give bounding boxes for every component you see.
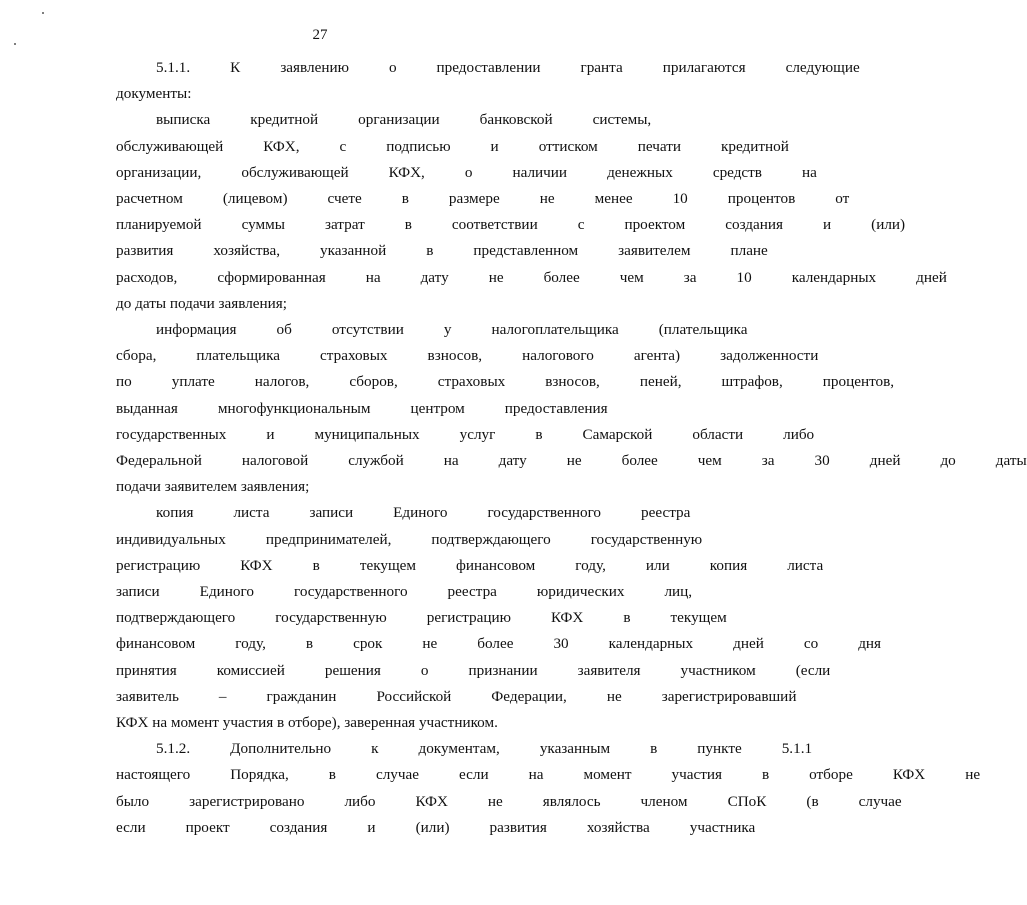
word: в (535, 425, 543, 443)
text-line (76, 212, 906, 238)
word: денежных (607, 163, 673, 181)
word: на (801, 163, 817, 181)
word: на (365, 268, 381, 286)
word: (если (795, 661, 831, 679)
word: кредитной (721, 137, 789, 155)
word: юридических (536, 583, 625, 601)
word: за (683, 268, 697, 286)
text-line (76, 160, 817, 186)
text-line (76, 684, 797, 710)
text-line (76, 396, 608, 422)
word: момент (583, 766, 632, 784)
word: заявителя (577, 661, 641, 679)
word: счете (327, 190, 362, 208)
word: более (477, 635, 514, 653)
word: календарных (608, 635, 694, 653)
word: копия (156, 504, 194, 522)
word: Единого (393, 504, 448, 522)
word: дней (916, 268, 947, 286)
word: средств (712, 163, 762, 181)
text-line: документы: (116, 85, 192, 103)
word: налогового (522, 347, 594, 365)
scan-speck (42, 12, 44, 14)
text-line (76, 186, 850, 212)
word: СПоК (727, 792, 767, 810)
word: у (443, 321, 452, 339)
text-line (76, 317, 748, 343)
word: уплате (171, 373, 215, 391)
word: развития (489, 818, 547, 836)
text-line (76, 789, 902, 815)
word: регистрацию (426, 609, 511, 627)
word: реестра (447, 583, 497, 601)
text-line (76, 631, 882, 657)
word: по (116, 373, 132, 391)
word: муниципальных (314, 425, 420, 443)
word: или (645, 556, 670, 574)
word: дней (733, 635, 764, 653)
word: даты (995, 452, 1027, 470)
word: (или) (871, 216, 906, 234)
word: планируемой (116, 216, 202, 234)
text-line (76, 422, 815, 448)
word: предоставлении (436, 59, 541, 76)
word: не (539, 190, 555, 208)
word: чем (697, 452, 722, 470)
word: участия (671, 766, 722, 784)
word: страховых (437, 373, 506, 391)
word: если (459, 766, 489, 784)
word: отборе (809, 766, 853, 784)
word: в (305, 635, 314, 653)
word: услуг (459, 425, 496, 443)
word: затрат (324, 216, 365, 234)
page-number: 27 (312, 27, 328, 43)
word: – (218, 687, 227, 705)
word: указанным (539, 740, 611, 758)
word: сформированная (217, 268, 326, 286)
word: задолженности (720, 347, 819, 365)
word: в (650, 740, 658, 758)
word: копия (709, 556, 748, 574)
word: КФХ (550, 609, 584, 627)
word: заявитель (116, 687, 179, 705)
word: агента) (633, 347, 681, 365)
word: являлось (542, 792, 601, 810)
word: текущем (670, 609, 727, 627)
word: государственную (590, 530, 703, 548)
word: расходов, (116, 268, 178, 286)
word: (лицевом) (222, 190, 288, 208)
word: о (388, 59, 397, 76)
word: государственных (116, 425, 227, 443)
word: службой (348, 452, 404, 470)
text-line (76, 448, 1027, 474)
word: записи (309, 504, 354, 522)
word: следующие (785, 59, 860, 76)
word: на (528, 766, 544, 784)
paragraph-registry-copy (76, 500, 882, 736)
word: текущем (359, 556, 416, 574)
word: предоставления (504, 399, 608, 417)
word: налогов, (254, 373, 310, 391)
word: заявлению (280, 59, 349, 76)
word: о (464, 163, 473, 181)
word: выписка (156, 111, 211, 129)
word: соответствии (451, 216, 538, 234)
word: пеней, (639, 373, 682, 391)
word: финансовом (116, 635, 196, 653)
word: либо (783, 425, 815, 443)
word: КФХ (240, 556, 273, 574)
word: участника (689, 818, 756, 836)
text-line (76, 736, 813, 762)
word: создания (725, 216, 784, 234)
word: в (623, 609, 631, 627)
word: о (420, 661, 429, 679)
word: обслуживающей (116, 137, 224, 155)
word: к (371, 740, 379, 758)
word: государственного (487, 504, 602, 522)
word: налоговой (241, 452, 309, 470)
text-line: до даты подачи заявления; (116, 294, 288, 312)
word: 5.1.2. (156, 740, 191, 758)
word: до (940, 452, 956, 470)
word: с (339, 137, 347, 155)
word: записи (116, 583, 160, 601)
word: сбора, (116, 347, 157, 365)
word: 10 (672, 190, 688, 208)
word: размере (448, 190, 500, 208)
word: документам, (418, 740, 500, 758)
word: от (835, 190, 850, 208)
word: (плательщика (658, 321, 748, 339)
word: решения (324, 661, 381, 679)
word: предпринимателей, (265, 530, 392, 548)
word: и (367, 818, 376, 836)
text-line (76, 762, 981, 788)
word: информация (156, 321, 237, 339)
word: случае (375, 766, 419, 784)
word: принятия (116, 661, 177, 679)
text-line (76, 265, 947, 291)
word: об (276, 321, 292, 339)
text-line: КФХ на момент участия в отборе), заверенная участником. (116, 714, 498, 732)
text-line (76, 579, 693, 605)
word: и (490, 137, 499, 155)
word: банковской (479, 111, 553, 129)
paragraph-5-1-2 (76, 736, 981, 841)
word: дату (498, 452, 527, 470)
word: проектом (624, 216, 686, 234)
word: Дополнительно (230, 740, 332, 758)
word: не (422, 635, 438, 653)
word: не (566, 452, 582, 470)
word: Самарской (582, 425, 653, 443)
word: Единого (199, 583, 254, 601)
word: году, (235, 635, 266, 653)
word: дней (869, 452, 901, 470)
word: не (606, 687, 622, 705)
text-line (76, 553, 824, 579)
word: печати (637, 137, 681, 155)
text-line (76, 107, 652, 133)
text-line (76, 605, 727, 631)
word: КФХ, (388, 163, 425, 181)
word: со (803, 635, 819, 653)
word: штрафов, (721, 373, 783, 391)
text-line (76, 658, 831, 684)
word: в (761, 766, 770, 784)
word: (в (806, 792, 819, 810)
word: случае (858, 792, 902, 810)
word: зарегистрировавший (661, 687, 797, 705)
word: лиц, (664, 583, 693, 601)
word: процентов, (822, 373, 895, 391)
word: представленном (473, 242, 579, 260)
document-text (76, 55, 1027, 841)
word: признании (468, 661, 538, 679)
word: прилагаются (662, 59, 746, 76)
word: дня (858, 635, 882, 653)
text-line (76, 815, 756, 841)
word: обслуживающей (241, 163, 349, 181)
text-line: подачи заявителем заявления; (116, 478, 310, 496)
word: расчетном (116, 190, 183, 208)
word: 5.1.1. (156, 59, 191, 76)
word: К (230, 59, 241, 76)
word: отсутствии (331, 321, 404, 339)
text-line (76, 238, 768, 264)
word: за (761, 452, 775, 470)
word: хозяйства, (213, 242, 280, 260)
word: календарных (791, 268, 877, 286)
word: оттиском (538, 137, 598, 155)
word: сборов, (349, 373, 398, 391)
word: страховых (320, 347, 388, 365)
word: плательщика (196, 347, 281, 365)
word: в (401, 190, 409, 208)
word: развития (116, 242, 174, 260)
word: 30 (814, 452, 830, 470)
word: и (823, 216, 832, 234)
text-line (76, 134, 789, 160)
word: хозяйства (586, 818, 650, 836)
word: подписью (386, 137, 451, 155)
word: если (116, 818, 146, 836)
word: не (488, 268, 504, 286)
word: комиссией (216, 661, 285, 679)
text-line (76, 343, 819, 369)
word: взносов, (427, 347, 483, 365)
word: индивидуальных (116, 530, 226, 548)
word: финансовом (456, 556, 536, 574)
word: подтверждающего (116, 609, 236, 627)
word: членом (640, 792, 688, 810)
word: в (312, 556, 320, 574)
word: не (487, 792, 503, 810)
word: в (404, 216, 412, 234)
word: выданная (116, 399, 178, 417)
word: реестра (641, 504, 691, 522)
word: либо (344, 792, 376, 810)
word: срок (353, 635, 383, 653)
word: листа (787, 556, 824, 574)
word: государственного (293, 583, 408, 601)
word: участником (680, 661, 756, 679)
word: и (266, 425, 275, 443)
word: КФХ (415, 792, 448, 810)
word: КФХ (892, 766, 926, 784)
word: зарегистрировано (189, 792, 305, 810)
word: листа (233, 504, 270, 522)
word: на (443, 452, 459, 470)
word: не (965, 766, 981, 784)
word: более (621, 452, 658, 470)
word: дату (420, 268, 449, 286)
text-line (76, 55, 860, 81)
word: проект (185, 818, 230, 836)
paragraph-5-1-1-intro (76, 55, 860, 107)
word: центром (410, 399, 465, 417)
word: КФХ, (263, 137, 300, 155)
word: более (543, 268, 580, 286)
word: 30 (553, 635, 569, 653)
word: с (577, 216, 585, 234)
word: менее (594, 190, 633, 208)
word: гражданин (266, 687, 337, 705)
word: государственную (275, 609, 387, 627)
paragraph-tax-debt-info (76, 317, 1027, 500)
word: суммы (241, 216, 285, 234)
word: подтверждающего (431, 530, 551, 548)
paragraph-bank-statement (76, 107, 947, 317)
word: многофункциональным (217, 399, 371, 417)
word: настоящего (116, 766, 191, 784)
word: Федерации, (491, 687, 567, 705)
word: 5.1.1 (781, 740, 813, 758)
word: 10 (736, 268, 752, 286)
word: чем (619, 268, 644, 286)
word: системы, (592, 111, 652, 129)
word: заявителем (618, 242, 691, 260)
word: плане (730, 242, 768, 260)
word: налогоплательщика (491, 321, 619, 339)
word: году, (575, 556, 606, 574)
word: наличии (512, 163, 568, 181)
word: пункте (697, 740, 742, 758)
word: Российской (376, 687, 452, 705)
word: в (328, 766, 336, 784)
word: Порядка, (230, 766, 289, 784)
word: гранта (580, 59, 623, 76)
word: процентов (727, 190, 796, 208)
text-line (76, 369, 895, 395)
word: указанной (320, 242, 387, 260)
word: организации, (116, 163, 202, 181)
text-line (76, 500, 691, 526)
word: создания (269, 818, 328, 836)
word: в (426, 242, 434, 260)
word: Федеральной (116, 452, 202, 470)
word: кредитной (250, 111, 319, 129)
word: регистрацию (116, 556, 201, 574)
word: было (116, 792, 150, 810)
word: взносов, (545, 373, 600, 391)
word: (или) (415, 818, 450, 836)
text-line (76, 527, 703, 553)
word: организации (358, 111, 440, 129)
word: области (692, 425, 744, 443)
